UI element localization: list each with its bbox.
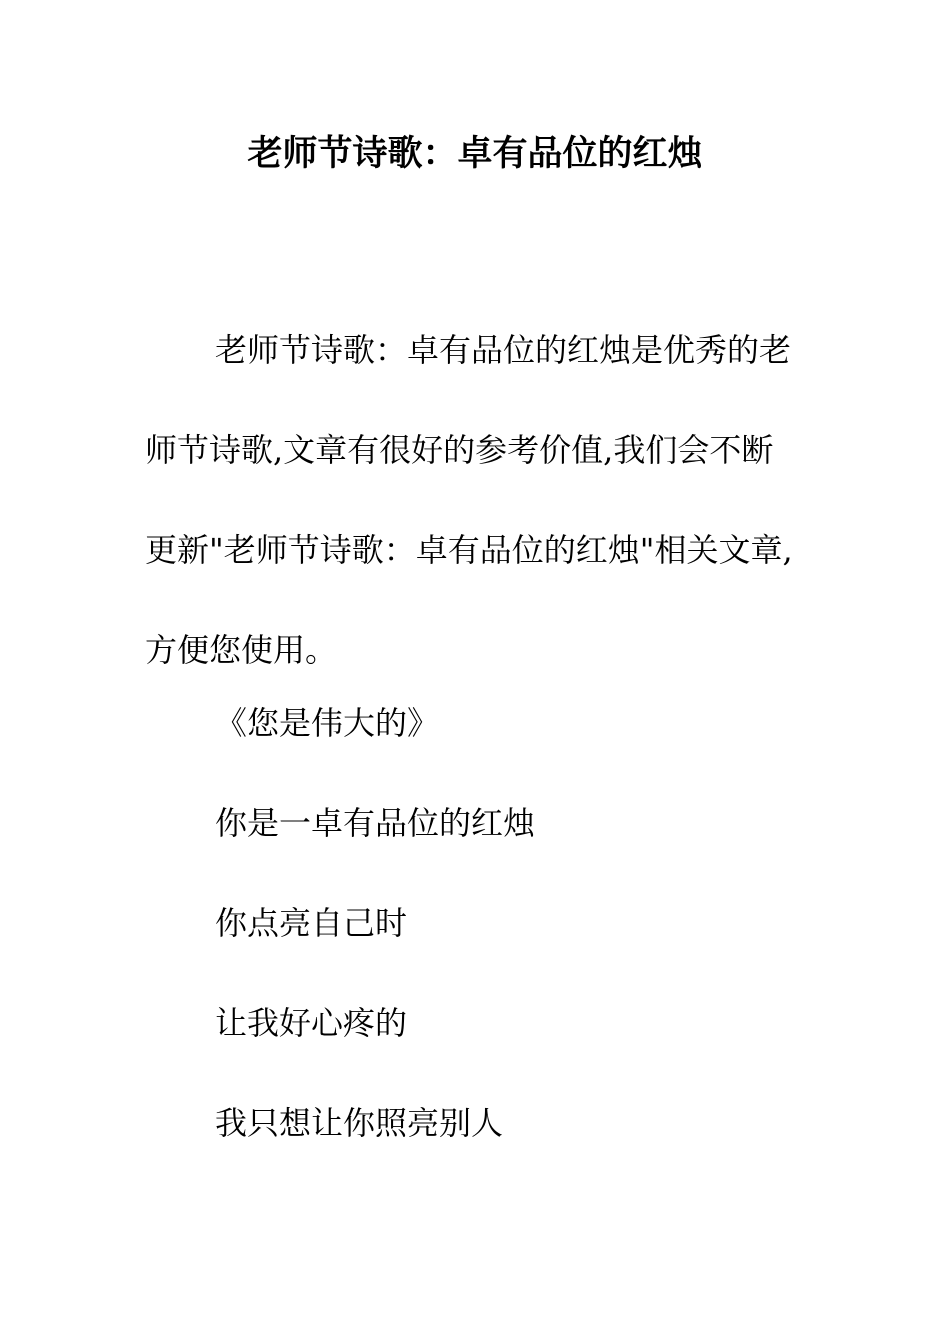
intro-paragraph: 老师节诗歌：卓有品位的红烛是优秀的老师节诗歌,文章有很好的参考价值,我们会不断更新"老师节诗歌：卓有品位的红烛"相关文章,方便您使用。 [145,331,793,669]
poem-title: 《您是伟大的》 [215,704,440,742]
poem-line: 我只想让你照亮别人 [215,1104,504,1142]
document-title: 老师节诗歌：卓有品位的红烛 [247,134,703,174]
poem-line: 你点亮自己时 [215,904,408,942]
poem-line: 你是一卓有品位的红烛 [215,804,536,842]
poem-line: 让我好心疼的 [215,1004,408,1042]
